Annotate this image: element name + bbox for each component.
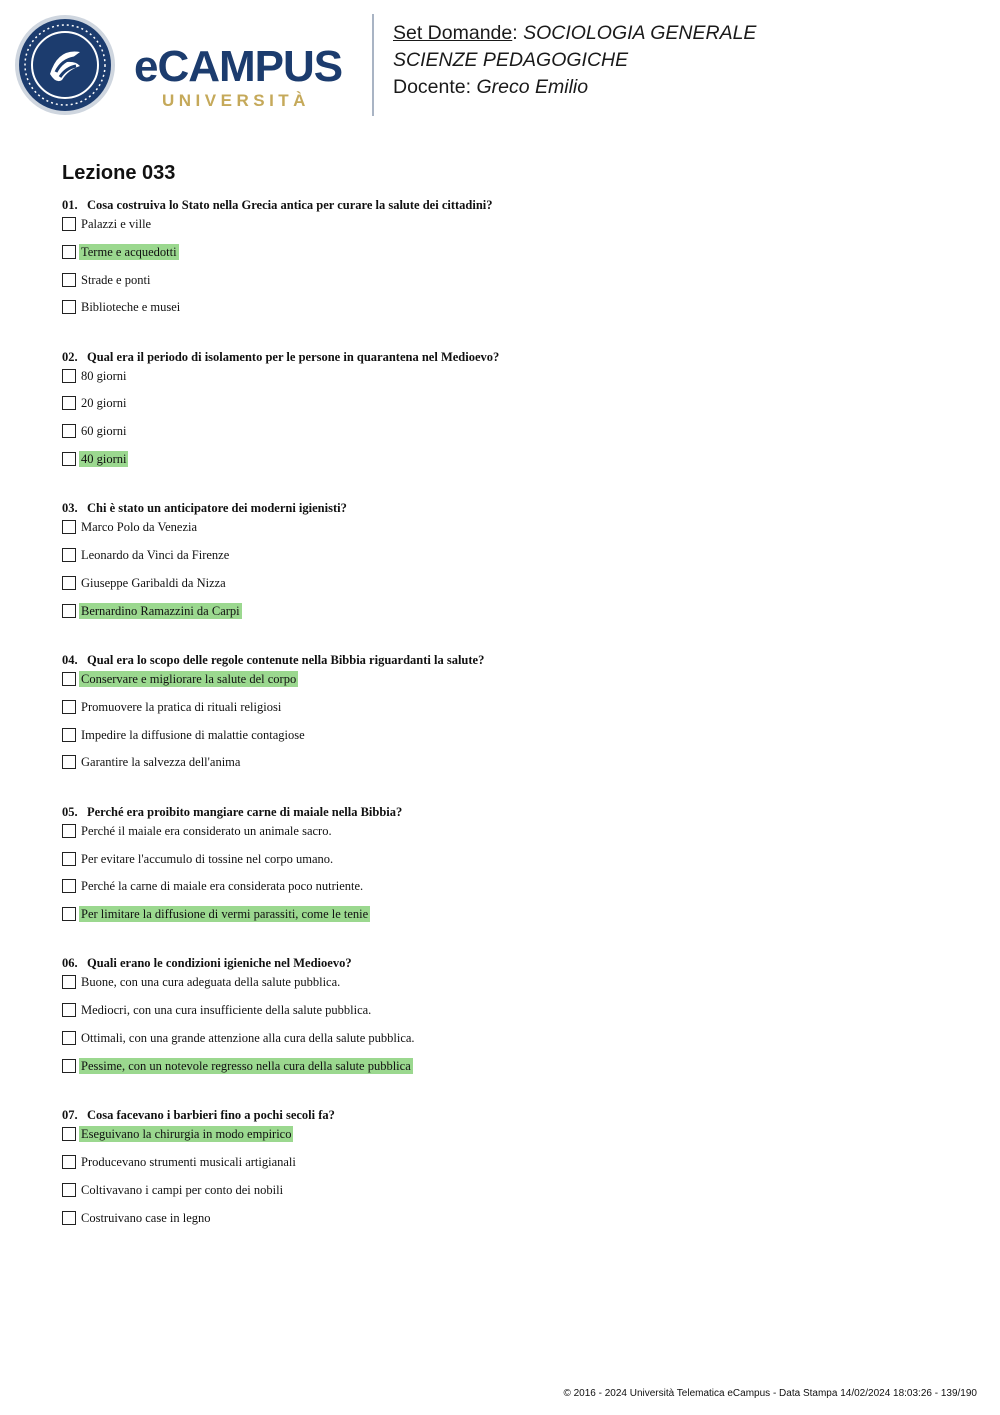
- answer-text: Pessime, con un notevole regresso nella cura della salute pubblica: [81, 1058, 411, 1073]
- question-number: 05.: [62, 804, 78, 819]
- answer-text: 40 giorni: [81, 452, 127, 467]
- question-7: [62, 1107, 942, 1237]
- checkbox[interactable]: [62, 1059, 76, 1073]
- answer-text: Per limitare la diffusione di vermi parassiti, come le tenie: [81, 907, 369, 922]
- answer-option[interactable]: [62, 216, 942, 244]
- degree-name: SCIENZE PEDAGOGICHE: [393, 49, 629, 71]
- question-label: Quali erano le condizioni igieniche nel Medioevo?: [87, 956, 352, 971]
- answer-option[interactable]: [62, 851, 942, 879]
- question-number: 03.: [62, 501, 78, 516]
- answer-option-correct[interactable]: [62, 603, 942, 631]
- checkbox[interactable]: [62, 907, 76, 921]
- svg-text:eCAMPUS: eCAMPUS: [134, 42, 343, 91]
- answer-option[interactable]: [62, 727, 942, 755]
- answer-text: Palazzi e ville: [81, 217, 152, 231]
- answer-option-correct[interactable]: [62, 1126, 942, 1154]
- answer-text: Producevano strumenti musicali artigianali: [81, 1154, 296, 1169]
- answer-text: 60 giorni: [81, 424, 127, 439]
- checkbox[interactable]: [62, 452, 76, 466]
- answer-text: Perché la carne di maiale era considerata poco nutriente.: [81, 879, 364, 894]
- question-list: [62, 197, 942, 1259]
- question-label: Perché era proibito mangiare carne di maiale nella Bibbia?: [87, 804, 403, 819]
- question-number: 06.: [62, 956, 78, 971]
- checkbox[interactable]: [62, 879, 76, 893]
- checkbox[interactable]: [62, 1031, 76, 1045]
- question-number: 02.: [62, 349, 78, 364]
- answer-option[interactable]: [62, 519, 942, 547]
- checkbox[interactable]: [62, 728, 76, 742]
- question-number: 04.: [62, 653, 78, 668]
- checkbox[interactable]: [62, 1211, 76, 1225]
- answer-option[interactable]: [62, 1030, 942, 1058]
- answer-text: Leonardo da Vinci da Firenze: [81, 548, 230, 563]
- answer-text: Strade e ponti: [81, 272, 151, 287]
- question-4: [62, 652, 942, 782]
- answer-option[interactable]: [62, 368, 942, 396]
- question-number: 07.: [62, 1108, 78, 1123]
- answer-option[interactable]: [62, 547, 942, 575]
- question-number: 01.: [62, 198, 78, 212]
- answer-option[interactable]: [62, 1210, 942, 1238]
- answer-text: Bernardino Ramazzini da Carpi: [81, 603, 240, 618]
- answer-text: Ottimali, con una grande attenzione alla cura della salute pubblica.: [81, 1031, 415, 1046]
- checkbox[interactable]: [62, 396, 76, 410]
- header-info: [393, 20, 756, 101]
- question-text: [62, 349, 942, 368]
- question-3: [62, 500, 942, 630]
- lesson-title: Lezione 033: [62, 162, 176, 184]
- answer-option[interactable]: [62, 1182, 942, 1210]
- question-label: Cosa facevano i barbieri fino a pochi secoli fa?: [87, 1108, 335, 1123]
- checkbox[interactable]: [62, 245, 76, 259]
- svg-text:UNIVERSITÀ: UNIVERSITÀ: [162, 91, 310, 110]
- checkbox[interactable]: [62, 424, 76, 438]
- answer-option-correct[interactable]: [62, 671, 942, 699]
- answer-text: Perché il maiale era considerato un animale sacro.: [81, 823, 332, 838]
- answer-text: Mediocri, con una cura insufficiente della salute pubblica.: [81, 1003, 372, 1018]
- answer-option[interactable]: [62, 823, 942, 851]
- checkbox[interactable]: [62, 1155, 76, 1169]
- question-5: [62, 804, 942, 934]
- checkbox[interactable]: [62, 576, 76, 590]
- answer-option-correct[interactable]: [62, 451, 942, 479]
- teacher-name: Greco Emilio: [476, 76, 589, 98]
- question-text: [62, 500, 942, 519]
- ecampus-logo: [14, 14, 359, 116]
- answer-text: 20 giorni: [81, 396, 127, 411]
- question-text: [62, 652, 942, 671]
- checkbox[interactable]: [62, 1127, 76, 1141]
- checkbox[interactable]: [62, 824, 76, 838]
- answer-text: Eseguivano la chirurgia in modo empirico: [81, 1127, 292, 1142]
- answer-option[interactable]: [62, 423, 942, 451]
- checkbox[interactable]: [62, 217, 76, 231]
- checkbox[interactable]: [62, 300, 76, 314]
- checkbox[interactable]: [62, 520, 76, 534]
- answer-text: Terme e acquedotti: [81, 244, 177, 259]
- answer-option-correct[interactable]: [62, 1058, 942, 1086]
- header-divider: [372, 14, 374, 116]
- checkbox[interactable]: [62, 672, 76, 686]
- question-1: [62, 197, 942, 327]
- answer-option[interactable]: [62, 395, 942, 423]
- answer-option[interactable]: [62, 699, 942, 727]
- answer-option[interactable]: [62, 299, 942, 327]
- teacher-label: Docente:: [393, 76, 477, 98]
- subject-name: SOCIOLOGIA GENERALE: [523, 22, 757, 44]
- answer-text: Garantire la salvezza dell'anima: [81, 755, 241, 770]
- answer-option[interactable]: [62, 1154, 942, 1182]
- checkbox[interactable]: [62, 1003, 76, 1017]
- question-text: [62, 1107, 942, 1126]
- set-label: Set Domande: [393, 22, 513, 44]
- checkbox[interactable]: [62, 548, 76, 562]
- answer-text: Costruivano case in legno: [81, 1210, 211, 1225]
- question-label: Qual era il periodo di isolamento per le persone in quarantena nel Medioevo?: [87, 349, 500, 364]
- question-2: [62, 349, 942, 479]
- checkbox[interactable]: [62, 852, 76, 866]
- answer-text: Promuovere la pratica di rituali religiosi: [81, 699, 282, 714]
- answer-text: Giuseppe Garibaldi da Nizza: [81, 575, 226, 590]
- checkbox[interactable]: [62, 1183, 76, 1197]
- answer-option[interactable]: [62, 575, 942, 603]
- checkbox[interactable]: [62, 604, 76, 618]
- set-separator: :: [512, 22, 524, 44]
- answer-text: Marco Polo da Venezia: [81, 520, 198, 535]
- checkbox[interactable]: [62, 700, 76, 714]
- question-6: [62, 955, 942, 1085]
- footer-copyright: © 2016 - 2024 Università Telematica eCampus - Data Stampa 14/02/2024 18:03:26 - 139/190: [563, 1388, 977, 1399]
- set-line: [393, 20, 756, 47]
- question-label: Chi è stato un anticipatore dei moderni igienisti?: [87, 501, 347, 516]
- teacher-line: [393, 74, 756, 101]
- question-text: [62, 955, 942, 974]
- answer-text: Biblioteche e musei: [81, 300, 181, 315]
- answer-text: Conservare e migliorare la salute del corpo: [81, 672, 297, 687]
- answer-option[interactable]: [62, 1002, 942, 1030]
- answer-text: Buone, con una cura adeguata della salute pubblica.: [81, 975, 341, 990]
- answer-text: Coltivavano i campi per conto dei nobili: [81, 1182, 284, 1197]
- answer-text: Per evitare l'accumulo di tossine nel corpo umano.: [81, 851, 334, 866]
- answer-option[interactable]: [62, 974, 942, 1002]
- answer-option[interactable]: [62, 878, 942, 906]
- checkbox[interactable]: [62, 755, 76, 769]
- question-label: Cosa costruiva lo Stato nella Grecia antica per curare la salute dei cittadini?: [87, 198, 493, 212]
- answer-option-correct[interactable]: [62, 244, 942, 272]
- answer-option[interactable]: [62, 272, 942, 300]
- answer-text: Impedire la diffusione di malattie contagiose: [81, 727, 305, 742]
- answer-option-correct[interactable]: [62, 906, 942, 934]
- answer-option[interactable]: [62, 754, 942, 782]
- checkbox[interactable]: [62, 273, 76, 287]
- question-text: [62, 804, 942, 823]
- question-label: Qual era lo scopo delle regole contenute nella Bibbia riguardanti la salute?: [87, 653, 485, 668]
- checkbox[interactable]: [62, 975, 76, 989]
- question-text: [62, 197, 942, 216]
- answer-text: 80 giorni: [81, 368, 127, 383]
- checkbox[interactable]: [62, 369, 76, 383]
